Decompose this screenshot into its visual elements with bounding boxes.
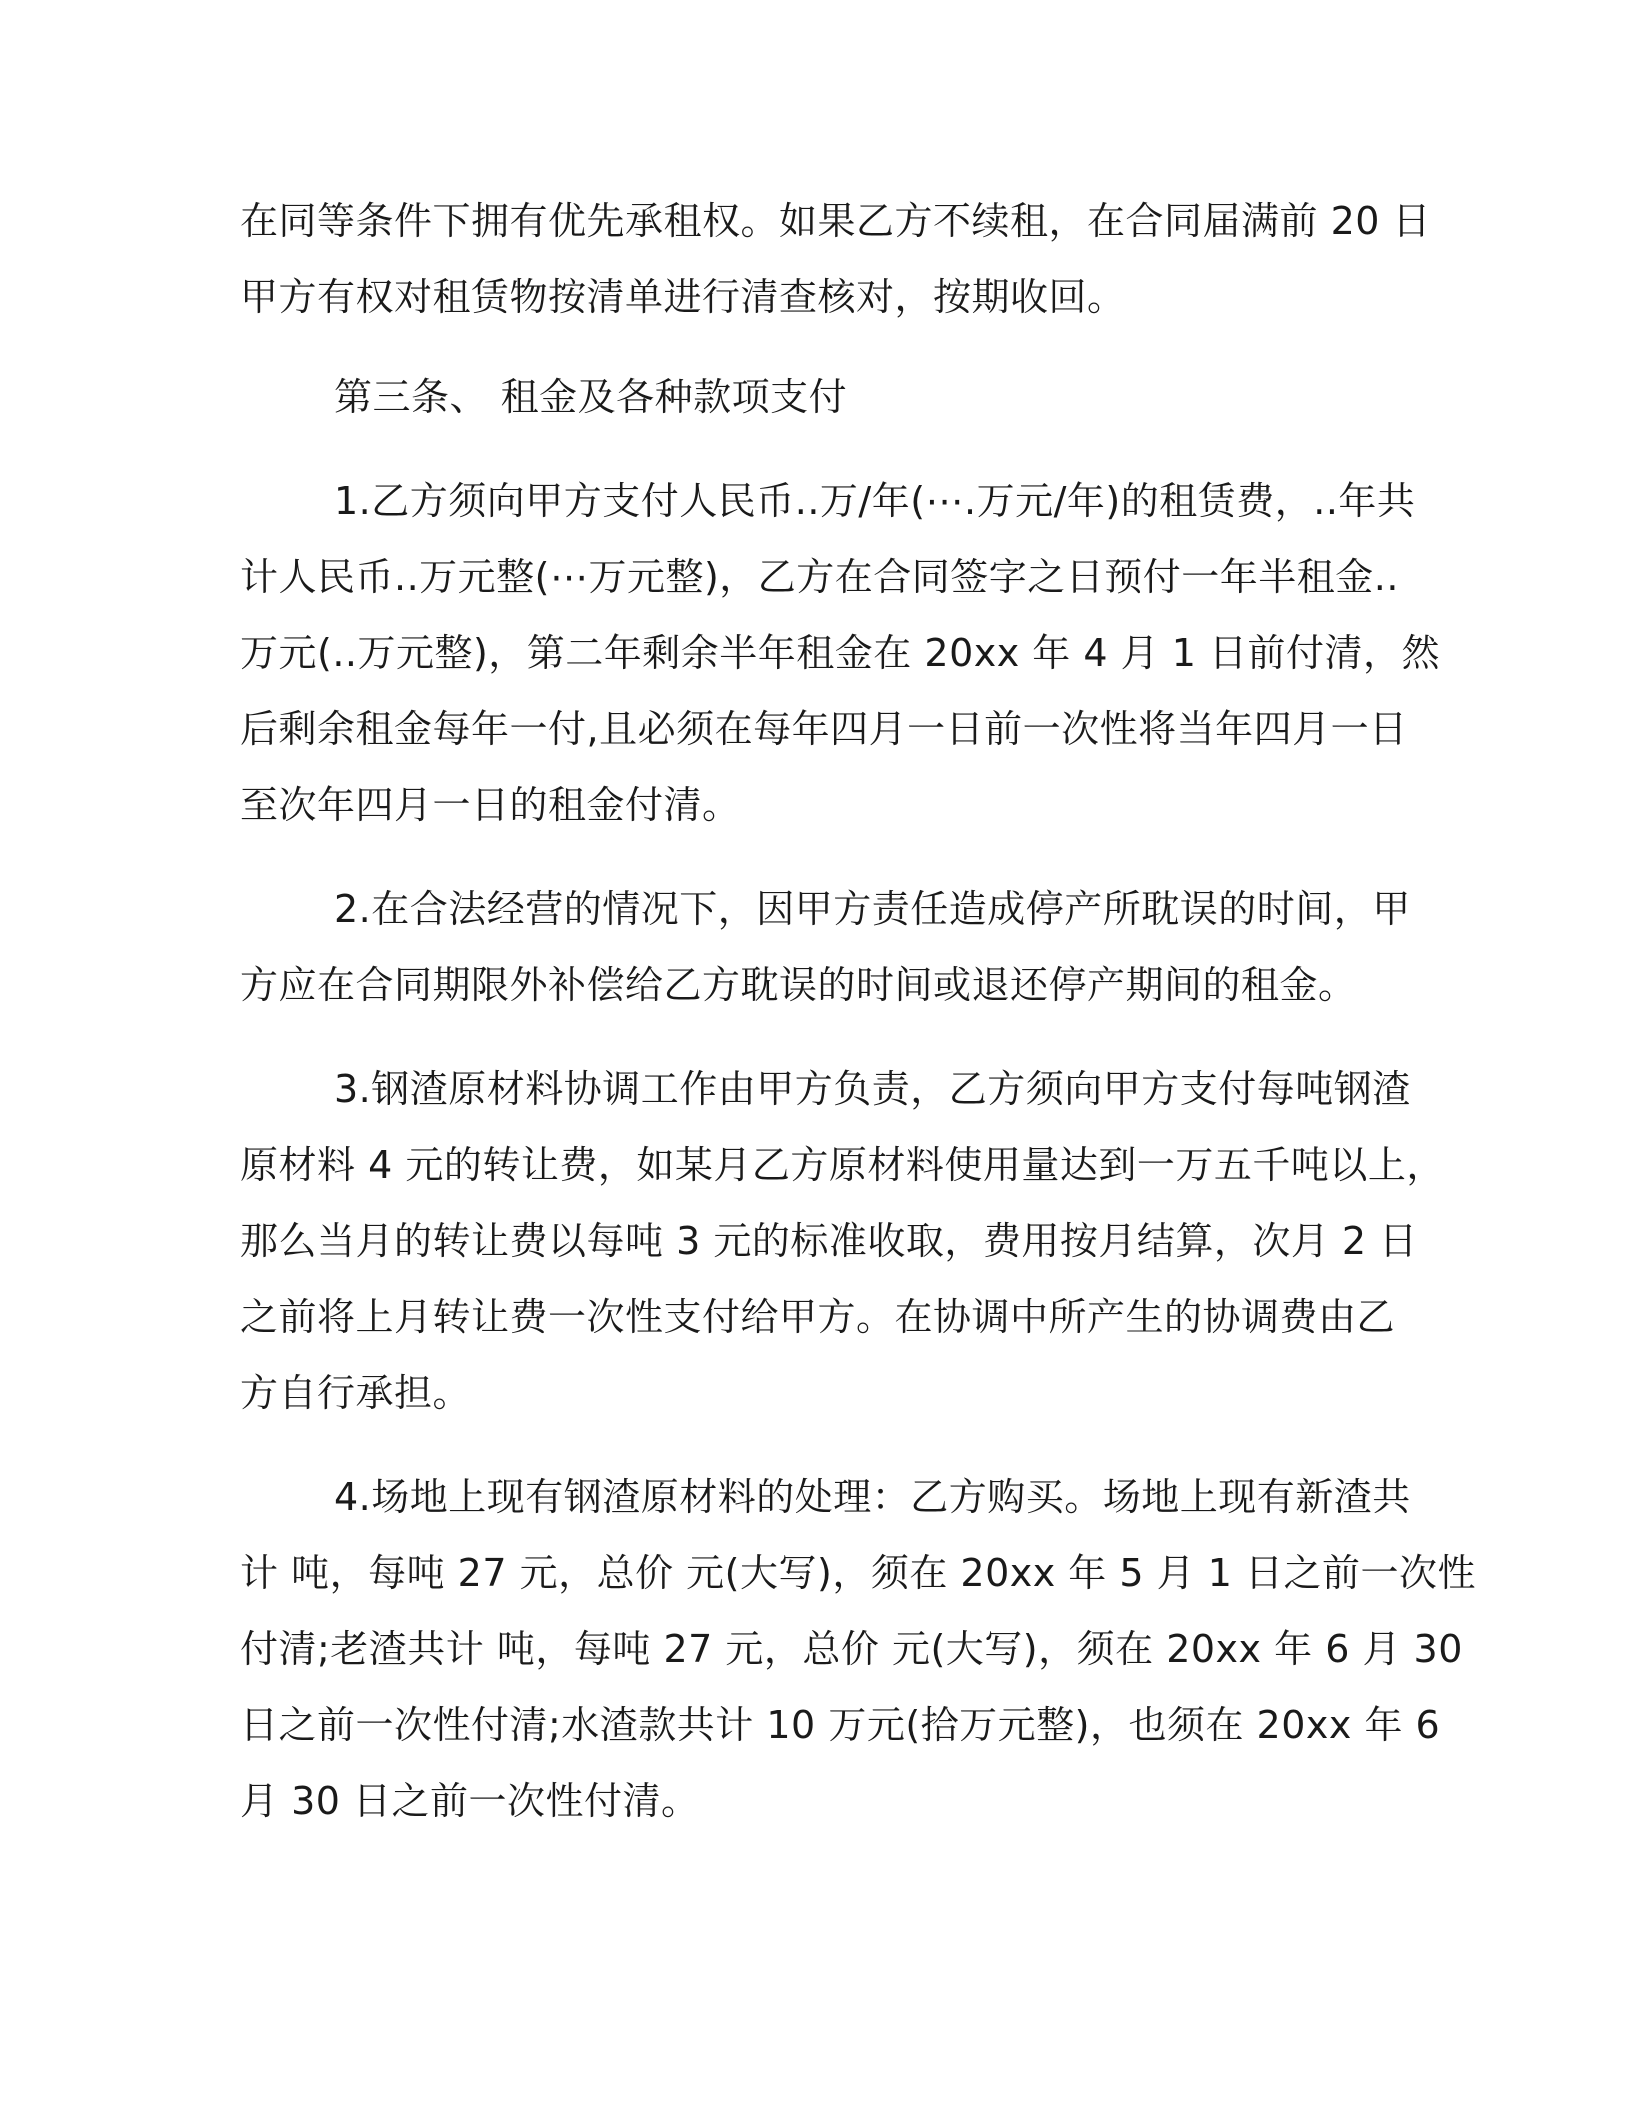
- text-line: 甲方有权对租赁物按清单进行清查核对，按期收回。: [240, 275, 1126, 319]
- text-line: 那么当月的转让费以每吨 3 元的标准收取，费用按月结算，次月 2 日: [240, 1219, 1418, 1263]
- text-line: 方自行承担。: [240, 1371, 472, 1415]
- text-line: 2.在合法经营的情况下，因甲方责任造成停产所耽误的时间，甲: [334, 887, 1411, 931]
- text-line: 付清;老渣共计 吨，每吨 27 元，总价 元(大写)，须在 20xx 年 6 月 30: [240, 1627, 1463, 1671]
- text-line: 方应在合同期限外补偿给乙方耽误的时间或退还停产期间的租金。: [240, 963, 1357, 1007]
- text-line: 后剩余租金每年一付,且必须在每年四月一日前一次性将当年四月一日: [240, 707, 1408, 751]
- text-line: 至次年四月一日的租金付清。: [240, 783, 741, 827]
- text-line: 3.钢渣原材料协调工作由甲方负责，乙方须向甲方支付每吨钢渣: [334, 1067, 1411, 1111]
- text-line: 1.乙方须向甲方支付人民币..万/年(⋯.万元/年)的租赁费，..年共: [334, 479, 1416, 523]
- text-line: 4.场地上现有钢渣原材料的处理：乙方购买。场地上现有新渣共: [334, 1475, 1411, 1519]
- section-heading: 第三条、 租金及各种款项支付: [334, 375, 848, 419]
- text-line: 月 30 日之前一次性付清。: [240, 1779, 700, 1823]
- text-line: 计 吨，每吨 27 元，总价 元(大写)，须在 20xx 年 5 月 1 日之前一次性: [240, 1551, 1476, 1595]
- text-line: 万元(..万元整)，第二年剩余半年租金在 20xx 年 4 月 1 日前付清，然: [240, 631, 1440, 675]
- text-line: 原材料 4 元的转让费，如某月乙方原材料使用量达到一万五千吨以上，: [240, 1143, 1445, 1187]
- text-line: 在同等条件下拥有优先承租权。如果乙方不续租，在合同届满前 20 日: [240, 199, 1432, 243]
- text-line: 之前将上月转让费一次性支付给甲方。在协调中所产生的协调费由乙: [240, 1295, 1396, 1339]
- text-line: 日之前一次性付清;水渣款共计 10 万元(拾万元整)，也须在 20xx 年 6: [240, 1703, 1441, 1747]
- text-line: 计人民币..万元整(⋯万元整)，乙方在合同签字之日预付一年半租金..: [240, 555, 1399, 599]
